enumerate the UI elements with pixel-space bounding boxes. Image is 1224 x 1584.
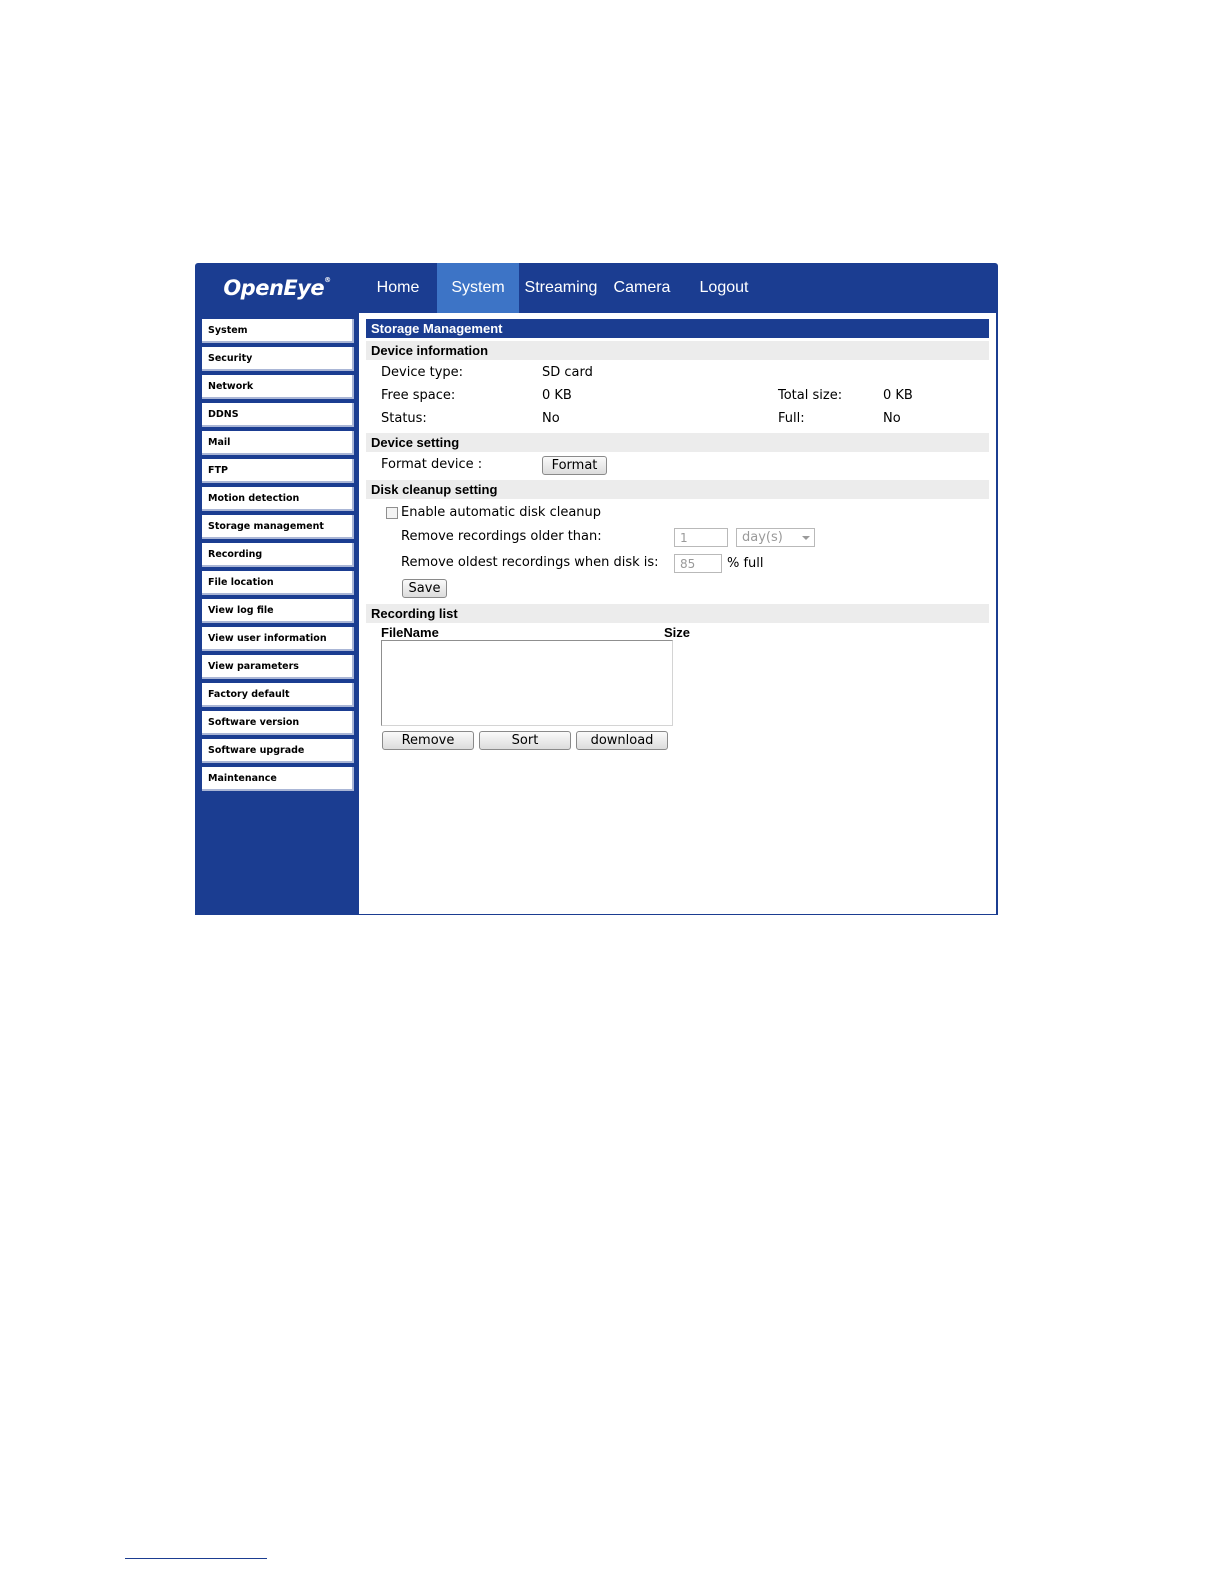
tab-streaming[interactable]: Streaming	[524, 279, 598, 296]
free-space-value: 0 KB	[542, 388, 572, 403]
enable-cleanup-checkbox[interactable]	[386, 507, 398, 519]
sidebar-item-recording[interactable]: Recording	[202, 543, 354, 567]
openeye-logo: OpenEye®	[223, 276, 331, 300]
sidebar-item-network[interactable]: Network	[202, 375, 354, 399]
device-information-heading: Device information	[366, 341, 989, 360]
download-button[interactable]: download	[576, 731, 668, 750]
remove-oldest-label: Remove oldest recordings when disk is:	[401, 555, 659, 570]
tab-camera[interactable]: Camera	[613, 279, 671, 296]
sidebar-item-view-user-information[interactable]: View user information	[202, 627, 354, 651]
tab-logout[interactable]: Logout	[699, 279, 749, 296]
tab-home[interactable]: Home	[376, 279, 420, 296]
sidebar-item-factory-default[interactable]: Factory default	[202, 683, 354, 707]
status-value: No	[542, 411, 560, 426]
footnote-divider	[125, 1558, 267, 1559]
sidebar-menu	[202, 319, 354, 795]
device-type-label: Device type:	[381, 365, 464, 380]
app-window	[195, 263, 998, 915]
sort-button[interactable]: Sort	[479, 731, 571, 750]
full-value: No	[883, 411, 901, 426]
size-column-header: Size	[664, 625, 691, 640]
main-content	[359, 313, 997, 914]
sidebar-item-system[interactable]: System	[202, 319, 354, 343]
recording-file-list[interactable]	[381, 640, 673, 726]
status-label: Status:	[381, 411, 427, 426]
sidebar-item-software-upgrade[interactable]: Software upgrade	[202, 739, 354, 763]
sidebar-item-ddns[interactable]: DDNS	[202, 403, 354, 427]
format-device-label: Format device :	[381, 457, 483, 472]
tab-system[interactable]: System	[437, 263, 519, 313]
percent-full-suffix: % full	[727, 556, 764, 571]
enable-cleanup-label: Enable automatic disk cleanup	[401, 505, 602, 520]
sidebar-item-ftp[interactable]: FTP	[202, 459, 354, 483]
day-unit-value: day(s)	[742, 530, 783, 545]
chevron-down-icon	[802, 536, 810, 540]
sidebar-item-maintenance[interactable]: Maintenance	[202, 767, 354, 791]
day-unit-select[interactable]	[736, 528, 815, 547]
top-navigation	[359, 263, 767, 313]
disk-cleanup-heading: Disk cleanup setting	[366, 480, 989, 499]
sidebar-item-file-location[interactable]: File location	[202, 571, 354, 595]
filename-column-header: FileName	[381, 625, 439, 640]
sidebar-item-view-log-file[interactable]: View log file	[202, 599, 354, 623]
device-setting-heading: Device setting	[366, 433, 989, 452]
remove-older-label: Remove recordings older than:	[401, 529, 602, 544]
sidebar-item-motion-detection[interactable]: Motion detection	[202, 487, 354, 511]
page-title: Storage Management	[366, 319, 989, 338]
recording-list-heading: Recording list	[366, 604, 989, 623]
remove-button[interactable]: Remove	[382, 731, 474, 750]
free-space-label: Free space:	[381, 388, 456, 403]
total-size-label: Total size:	[778, 388, 843, 403]
save-button[interactable]: Save	[402, 579, 447, 598]
device-type-value: SD card	[542, 365, 593, 380]
sidebar-item-storage-management[interactable]: Storage management	[202, 515, 354, 539]
remove-older-input[interactable]: 1	[674, 528, 728, 547]
sidebar-item-security[interactable]: Security	[202, 347, 354, 371]
disk-full-percent-input[interactable]: 85	[674, 554, 722, 573]
brand-logo-area	[195, 263, 359, 313]
format-button[interactable]: Format	[542, 456, 607, 475]
total-size-value: 0 KB	[883, 388, 913, 403]
sidebar-item-mail[interactable]: Mail	[202, 431, 354, 455]
full-label: Full:	[778, 411, 805, 426]
sidebar-item-view-parameters[interactable]: View parameters	[202, 655, 354, 679]
sidebar-item-software-version[interactable]: Software version	[202, 711, 354, 735]
